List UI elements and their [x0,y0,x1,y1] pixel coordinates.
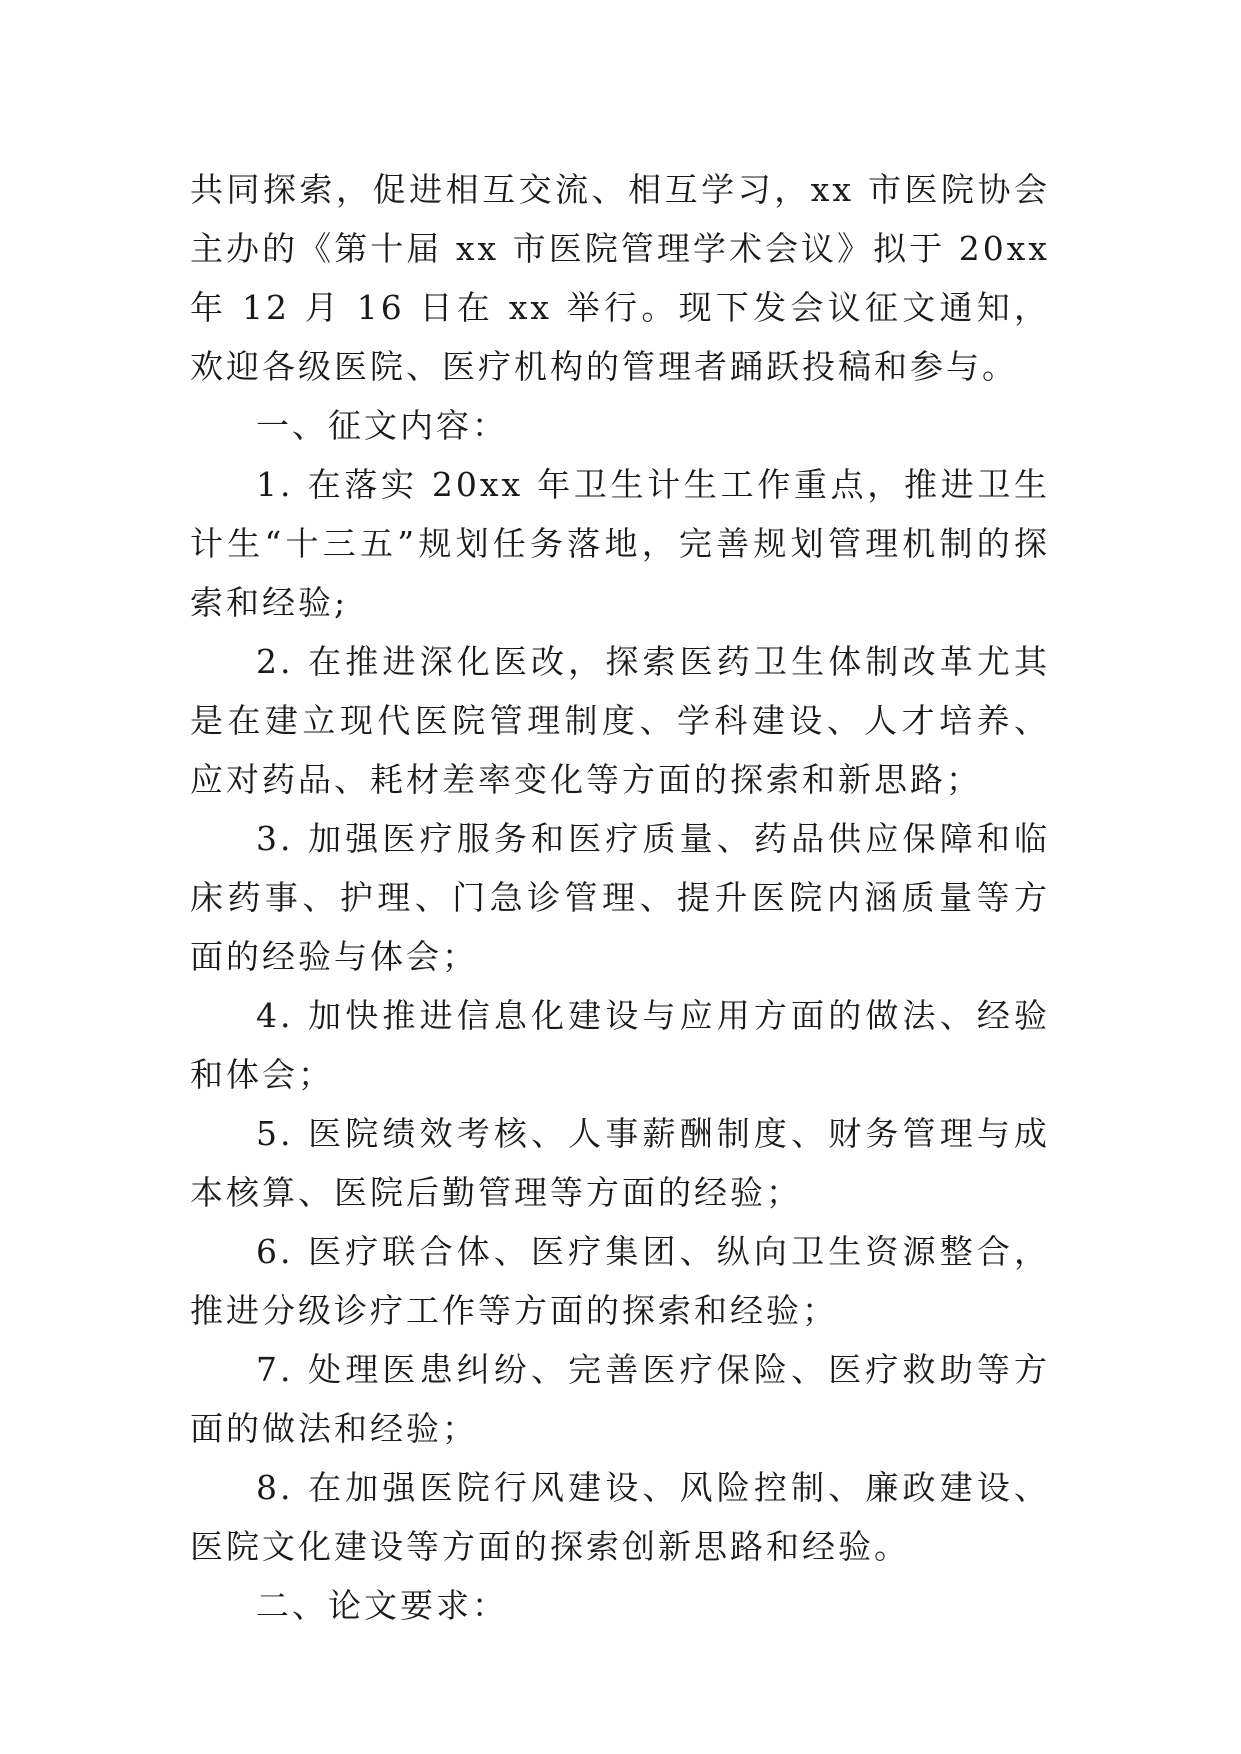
list-item-3: 3. 加强医疗服务和医疗质量、药品供应保障和临床药事、护理、门急诊管理、提升医院内涵质量等方面的经验与体会； [190,819,1050,976]
document-body [190,160,1050,1635]
list-item-8: 8. 在加强医院行风建设、风险控制、廉政建设、医院文化建设等方面的探索创新思路和经验。 [190,1468,1050,1566]
list-item-1: 1. 在落实 20xx 年卫生计生工作重点，推进卫生计生“十三五”规划任务落地，完善规划管理机制的探索和经验; [190,465,1050,622]
list-item-5: 5. 医院绩效考核、人事薪酬制度、财务管理与成本核算、医院后勤管理等方面的经验； [190,1114,1050,1212]
paragraph-intro: 共同探索，促进相互交流、相互学习，xx 市医院协会主办的《第十届 xx 市医院管理学术会议》拟于 20xx 年 12 月 16 日在 xx 举行。现下发会议征文通知，欢迎各级医院、医疗机构的管理者踊跃投稿和参与。 [190,170,1050,386]
section-heading-content: 一、征文内容： [256,406,508,445]
section-heading-requirements: 二、论文要求： [256,1586,508,1625]
list-item-6: 6. 医疗联合体、医疗集团、纵向卫生资源整合，推进分级诊疗工作等方面的探索和经验； [190,1232,1050,1330]
list-item-7: 7. 处理医患纠纷、完善医疗保险、医疗救助等方面的做法和经验； [190,1350,1050,1448]
list-item-4: 4. 加快推进信息化建设与应用方面的做法、经验和体会； [190,996,1050,1094]
list-item-2: 2. 在推进深化医改，探索医药卫生体制改革尤其是在建立现代医院管理制度、学科建设、人才培养、应对药品、耗材差率变化等方面的探索和新思路； [190,642,1050,799]
